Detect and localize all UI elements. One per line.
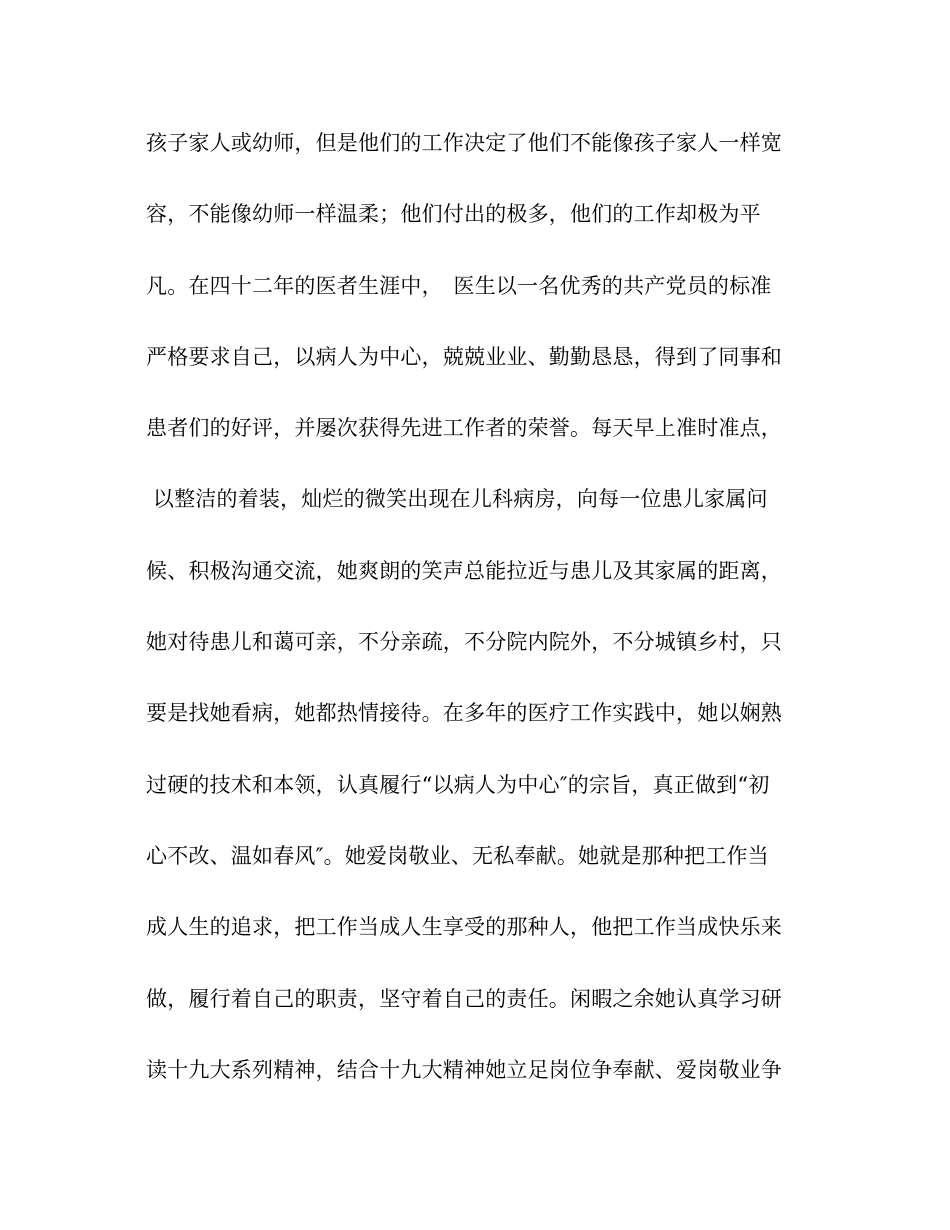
text-line: 凡。在四十二年的医者生涯中， 医生以一名优秀的共产党员的标准: [146, 273, 772, 298]
text-line: 她对待患儿和蔼可亲，不分亲疏，不分院内院外，不分城镇乡村，只: [146, 630, 782, 655]
text-line: 候、积极沟通交流，她爽朗的笑声总能拉近与患儿及其家属的距离，: [146, 558, 782, 583]
text-line: 要是找她看病，她都热情接待。在多年的医疗工作实践中，她以娴熟: [146, 701, 782, 726]
text-line: 容，不能像幼师一样温柔；他们付出的极多，他们的工作却极为平: [146, 202, 761, 227]
text-line: 以整洁的着装，灿烂的微笑出现在儿科病房，向每一位患儿家属问: [146, 487, 768, 512]
text-line: 做，履行着自己的职责，坚守着自己的责任。闲暇之余她认真学习研: [146, 986, 782, 1011]
text-line: 过硬的技术和本领，认真履行“以病人为中心″的宗旨，真正做到“初: [146, 772, 770, 797]
text-line: 读十九大系列精神，结合十九大精神她立足岗位争奉献、爱岗敬业争: [146, 1057, 782, 1082]
text-line: 孩子家人或幼师，但是他们的工作决定了他们不能像孩子家人一样宽: [146, 131, 782, 155]
text-line: 严格要求自己，以病人为中心，兢兢业业、勤勤恳恳，得到了同事和: [146, 344, 782, 369]
text-line: 心不改、温如春风″。她爱岗敬业、无私奉献。她就是那种把工作当: [146, 843, 769, 868]
text-line: 患者们的好评，并屡次获得先进工作者的荣誉。每天早上准时准点，: [146, 416, 782, 441]
body-text: [146, 118, 806, 1116]
text-line: 成人生的追求，把工作当成人生享受的那种人，他把工作当成快乐来: [146, 915, 782, 940]
